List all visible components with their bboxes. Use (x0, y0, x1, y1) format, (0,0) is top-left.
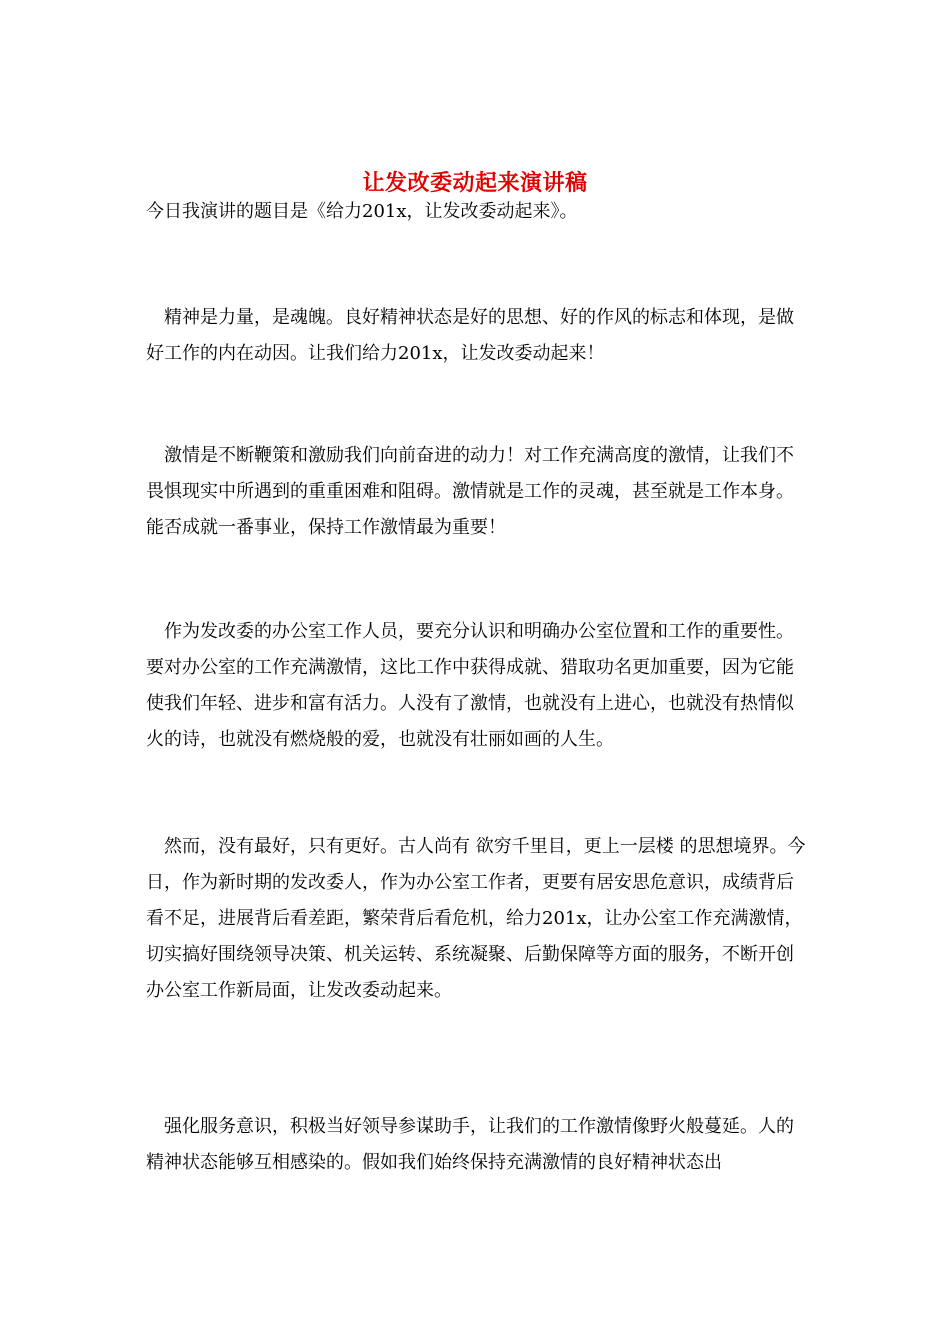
paragraph-passion: 激情是不断鞭策和激励我们向前奋进的动力！对工作充满高度的激情，让我们不畏惧现实中所遇到的重重困难和阻碍。激情就是工作的灵魂，甚至就是工作本身。能否成就一番事业，保持工作激情最为重要！ (146, 445, 794, 538)
document-title: 让发改委动起来演讲稿 (362, 169, 588, 196)
paragraph-spirit: 精神是力量，是魂魄。良好精神状态是好的思想、好的作风的标志和体现，是做好工作的内在动因。让我们给力201x，让发改委动起来！ (146, 307, 794, 364)
paragraph-office-staff: 作为发改委的办公室工作人员，要充分认识和明确办公室位置和工作的重要性。要对办公室的工作充满激情，这比工作中获得成就、猎取功名更加重要，因为它能使我们年轻、进步和富有活力。人没有了激情，也就没有上进心，也就没有热情似火的诗，也就没有燃烧般的爱，也就没有壮丽如画的人生。 (146, 621, 794, 750)
paragraph-better: 然而，没有最好，只有更好。古人尚有 欲穷千里目，更上一层楼 的思想境界。今日，作为新时期的发改委人，作为办公室工作者，更要有居安思危意识，成绩背后看不足，进展背后看差距，繁荣背后看危机，给力201x，让办公室工作充满激情，切实搞好围绕领导决策、机关运转、系统凝聚、后勤保障等方面的服务，不断开创办公室工作新局面，让发改委动起来。 (146, 836, 806, 1001)
paragraph-intro: 今日我演讲的题目是《给力201x，让发改委动起来》。 (146, 201, 578, 222)
paragraph-service: 强化服务意识，积极当好领导参谋助手，让我们的工作激情像野火般蔓延。人的精神状态能够互相感染的。假如我们始终保持充满激情的良好精神状态出 (146, 1116, 794, 1173)
